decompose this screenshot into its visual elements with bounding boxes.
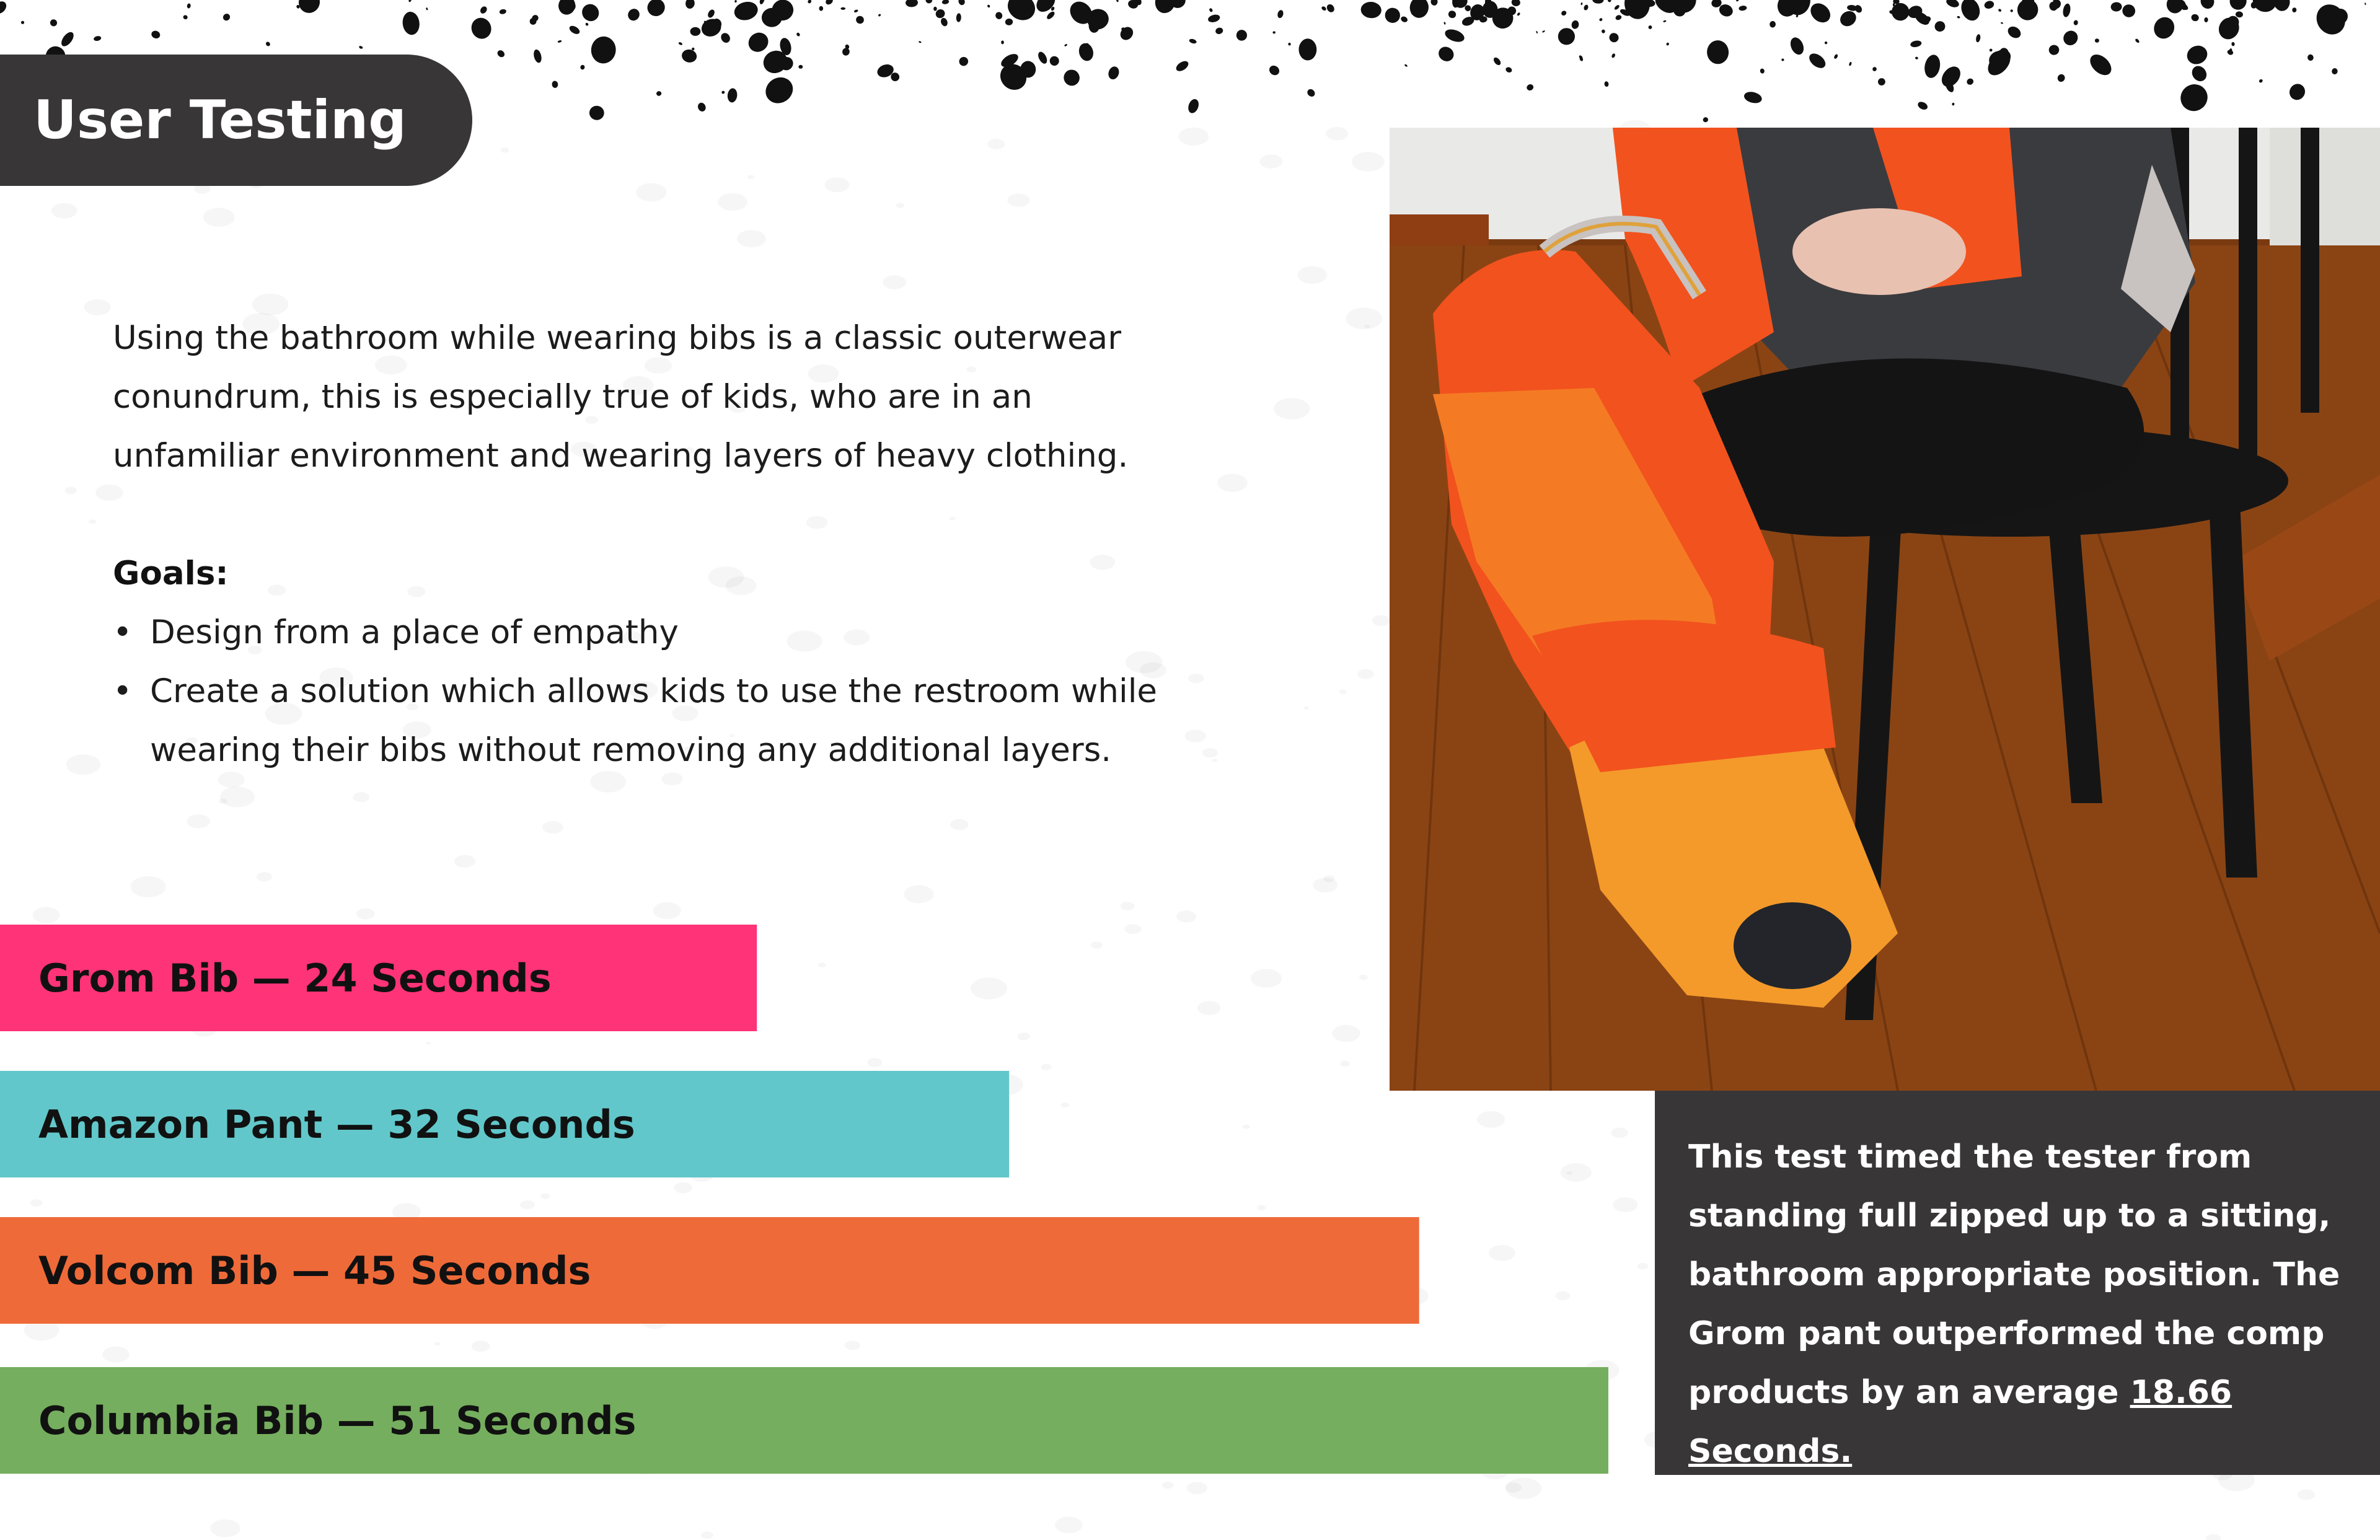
faint-speckle bbox=[737, 230, 766, 247]
speckle bbox=[1824, 41, 1828, 45]
faint-speckle bbox=[454, 855, 475, 868]
speckle bbox=[2331, 68, 2338, 75]
speckle bbox=[1770, 21, 1776, 28]
faint-speckle bbox=[1274, 398, 1310, 420]
faint-speckle bbox=[51, 203, 77, 219]
speckle bbox=[532, 49, 543, 64]
speckle bbox=[1998, 8, 2002, 12]
speckle bbox=[1607, 0, 1611, 2]
faint-speckle bbox=[65, 487, 77, 495]
speckle bbox=[1288, 42, 1291, 45]
faint-speckle bbox=[1372, 615, 1390, 627]
speckle bbox=[2135, 38, 2140, 43]
speckle bbox=[585, 22, 589, 27]
speckle bbox=[2001, 22, 2004, 24]
faint-speckle bbox=[84, 299, 111, 315]
speckle bbox=[2215, 14, 2243, 43]
speckle bbox=[1561, 10, 1567, 17]
faint-speckle bbox=[1357, 669, 1374, 679]
speckle bbox=[842, 47, 851, 56]
speckle bbox=[2190, 13, 2200, 22]
speckle bbox=[1517, 12, 1521, 16]
speckle bbox=[1558, 28, 1575, 45]
speckle bbox=[2056, 73, 2066, 83]
speckle bbox=[1945, 0, 1960, 9]
speckle bbox=[1005, 18, 1013, 25]
speckle bbox=[1923, 53, 1942, 79]
speckle bbox=[1049, 55, 1060, 66]
speckle bbox=[1611, 53, 1616, 58]
faint-speckle bbox=[1121, 902, 1135, 910]
speckle bbox=[1910, 40, 1922, 48]
speckle bbox=[1236, 29, 1248, 41]
speckle bbox=[1189, 38, 1197, 44]
speckle bbox=[1613, 4, 1620, 11]
speckle bbox=[1409, 0, 1429, 19]
speckle bbox=[940, 17, 948, 27]
speckle bbox=[2048, 44, 2060, 56]
speckle bbox=[2110, 2, 2122, 12]
speckle bbox=[49, 18, 58, 27]
speckle bbox=[1966, 77, 1975, 86]
faint-speckle bbox=[825, 177, 850, 192]
faint-speckle bbox=[1323, 876, 1334, 882]
speckle bbox=[707, 9, 716, 19]
intro-paragraph: Using the bathroom while wearing bibs is a classic outerwear conundrum, this is especially true of kids, who are in an unfamiliar environment and wearing layers of heavy clothing. bbox=[113, 319, 1129, 475]
faint-speckle bbox=[987, 139, 1005, 149]
speckle bbox=[1975, 34, 1981, 43]
speckle bbox=[1807, 51, 1828, 71]
speckle bbox=[402, 11, 421, 35]
speckle bbox=[721, 90, 725, 94]
speckle bbox=[699, 16, 724, 40]
faint-speckle bbox=[1637, 1263, 1648, 1269]
speckle bbox=[222, 12, 232, 22]
speckle bbox=[2259, 79, 2263, 84]
speckle bbox=[1430, 0, 1438, 6]
speckle bbox=[2166, 0, 2185, 14]
speckle bbox=[1116, 0, 1119, 2]
speckle bbox=[2006, 24, 2023, 40]
speckle bbox=[2073, 20, 2078, 25]
speckle bbox=[759, 0, 765, 5]
faint-speckle bbox=[726, 576, 757, 595]
speckle bbox=[294, 0, 324, 17]
summary-note bbox=[1655, 1091, 2380, 1475]
speckle bbox=[1877, 77, 1887, 87]
speckle bbox=[626, 7, 642, 23]
speckle bbox=[2231, 42, 2235, 46]
speckle bbox=[1272, 31, 1276, 34]
faint-speckle bbox=[1090, 555, 1115, 570]
faint-speckle bbox=[1297, 266, 1327, 284]
faint-speckle bbox=[636, 183, 666, 201]
speckle bbox=[958, 0, 966, 6]
speckle bbox=[1592, 0, 1604, 4]
speckle bbox=[2307, 54, 2314, 61]
speckle bbox=[1400, 15, 1409, 24]
speckle bbox=[744, 29, 772, 56]
speckle bbox=[1837, 8, 1859, 29]
faint-speckle bbox=[500, 147, 509, 152]
speckle bbox=[1601, 29, 1605, 34]
goal-item bbox=[113, 662, 1204, 780]
speckle bbox=[589, 105, 605, 121]
speckle bbox=[2175, 79, 2213, 117]
speckle bbox=[719, 32, 731, 45]
faint-speckle bbox=[1303, 706, 1308, 710]
faint-speckle bbox=[1212, 759, 1217, 762]
faint-speckle bbox=[1217, 474, 1248, 492]
speckle bbox=[1872, 66, 1877, 72]
speckle bbox=[93, 35, 102, 42]
speckle bbox=[1583, 4, 1589, 11]
speckle bbox=[1267, 64, 1281, 77]
speckle bbox=[1739, 5, 1747, 11]
faint-speckle bbox=[896, 203, 905, 208]
speckle bbox=[1833, 53, 1838, 59]
speckle bbox=[933, 7, 937, 11]
faint-speckle bbox=[1007, 193, 1029, 207]
speckle bbox=[2011, 9, 2013, 12]
faint-speckle bbox=[257, 872, 272, 881]
speckle bbox=[1064, 43, 1068, 46]
speckle bbox=[1299, 38, 1317, 60]
speckle bbox=[1360, 1, 1382, 19]
title-tab bbox=[0, 55, 472, 186]
speckle bbox=[1447, 9, 1458, 19]
speckle bbox=[1598, 17, 1603, 22]
speckle bbox=[2292, 7, 2297, 13]
speckle bbox=[987, 4, 990, 8]
speckle bbox=[678, 42, 683, 46]
speckle bbox=[499, 9, 506, 15]
speckle bbox=[1175, 59, 1190, 73]
faint-speckle bbox=[1339, 690, 1347, 694]
speckle bbox=[807, 0, 812, 4]
speckle bbox=[2061, 28, 2081, 48]
bar-label: Amazon Pant — 32 Seconds bbox=[38, 1102, 635, 1147]
speckle bbox=[2086, 51, 2115, 79]
speckle bbox=[994, 11, 1003, 20]
speckle bbox=[2151, 14, 2178, 42]
goal-item-text: Design from a place of empathy bbox=[150, 614, 679, 651]
speckle bbox=[1916, 100, 1929, 112]
speckle bbox=[1382, 5, 1403, 26]
speckle bbox=[1207, 14, 1221, 24]
speckle bbox=[1542, 30, 1545, 33]
speckle bbox=[1404, 64, 1408, 67]
speckle bbox=[1849, 61, 1853, 66]
faint-speckle bbox=[904, 885, 933, 903]
speckle bbox=[1807, 0, 1834, 27]
speckle bbox=[1325, 3, 1336, 14]
faint-speckle bbox=[407, 586, 425, 597]
goals-list bbox=[113, 603, 1204, 780]
speckle bbox=[1735, 0, 1739, 2]
speckle bbox=[557, 0, 577, 16]
faint-speckle bbox=[883, 275, 906, 289]
speckle bbox=[1663, 20, 1667, 22]
speckle bbox=[690, 27, 700, 36]
speckle bbox=[644, 0, 668, 19]
speckle bbox=[1743, 90, 1763, 105]
speckle bbox=[1526, 83, 1535, 91]
faint-speckle bbox=[718, 193, 747, 211]
faint-speckle bbox=[2206, 1534, 2221, 1540]
speckle bbox=[1604, 81, 1609, 87]
faint-speckle bbox=[950, 819, 969, 830]
speckle bbox=[1061, 67, 1082, 88]
speckle bbox=[1321, 6, 1327, 11]
speckle bbox=[941, 0, 949, 5]
speckle bbox=[1933, 19, 1947, 34]
speckle bbox=[697, 102, 707, 113]
speckle bbox=[2286, 81, 2308, 103]
bar-label: Volcom Bib — 45 Seconds bbox=[38, 1248, 591, 1293]
faint-speckle bbox=[210, 1520, 240, 1538]
speckle bbox=[2235, 11, 2243, 18]
faint-speckle bbox=[268, 584, 286, 596]
speckle bbox=[798, 65, 803, 69]
speckle bbox=[1571, 20, 1579, 30]
speckle bbox=[796, 32, 801, 37]
speckle bbox=[2120, 2, 2138, 20]
faint-speckle bbox=[1346, 307, 1382, 329]
speckle bbox=[1958, 0, 1983, 24]
speckle bbox=[1536, 31, 1538, 34]
speckle bbox=[1607, 31, 1620, 44]
speckle bbox=[656, 90, 662, 96]
speckle bbox=[1107, 65, 1121, 81]
speckle bbox=[1036, 50, 1049, 65]
speckle bbox=[1511, 0, 1521, 7]
summary-text: This test timed the tester from standing full zipped up to a sitting, bathroom appropriate position. The Grom pant outperformed the comp products by an average bbox=[1688, 1138, 2340, 1411]
speckle bbox=[2226, 49, 2234, 56]
speckle bbox=[2365, 2, 2366, 5]
speckle bbox=[919, 41, 922, 43]
faint-speckle bbox=[89, 519, 96, 524]
speckle bbox=[1306, 87, 1316, 98]
speckle bbox=[59, 30, 76, 48]
speckle bbox=[426, 7, 428, 11]
speckle bbox=[496, 49, 506, 59]
faint-speckle bbox=[1202, 748, 1219, 757]
speckle bbox=[580, 64, 585, 70]
speckle bbox=[1615, 14, 1622, 21]
speckle bbox=[1666, 42, 1670, 46]
speckle bbox=[182, 14, 188, 20]
speckle bbox=[1647, 25, 1652, 30]
faint-speckle bbox=[353, 792, 369, 802]
speckle bbox=[855, 14, 865, 25]
speckle bbox=[2062, 3, 2071, 18]
speckle bbox=[150, 30, 161, 40]
faint-speckle bbox=[701, 1531, 713, 1539]
faint-speckle bbox=[1259, 154, 1283, 169]
faint-speckle bbox=[203, 208, 235, 227]
speckle bbox=[2204, 17, 2208, 22]
faint-speckle bbox=[219, 798, 227, 804]
bar-label: Columbia Bib — 51 Seconds bbox=[38, 1398, 637, 1443]
faint-speckle bbox=[95, 485, 123, 501]
goal-item bbox=[113, 603, 1204, 662]
speckle bbox=[1957, 15, 1960, 19]
speckle bbox=[1952, 102, 1955, 105]
page-title: User Testing bbox=[33, 89, 407, 151]
speckle bbox=[1033, 0, 1059, 15]
speckle bbox=[824, 0, 834, 6]
goals-heading: Goals: bbox=[113, 555, 229, 592]
faint-speckle bbox=[1352, 152, 1385, 172]
speckle bbox=[1492, 56, 1502, 67]
bar-label: Grom Bib — 24 Seconds bbox=[38, 956, 552, 1001]
speckle bbox=[2184, 43, 2210, 68]
speckle bbox=[840, 7, 845, 10]
speckle bbox=[819, 6, 823, 11]
speckle bbox=[734, 0, 737, 2]
faint-speckle bbox=[220, 786, 255, 807]
speckle bbox=[2189, 63, 2210, 84]
speckle bbox=[568, 24, 581, 35]
speckle bbox=[1443, 27, 1466, 45]
summary-emphasis: 18.66 Seconds. bbox=[1688, 1374, 2232, 1470]
speckle bbox=[1436, 44, 1457, 64]
speckle bbox=[732, 0, 760, 23]
faint-speckle bbox=[2298, 1489, 2315, 1500]
speckle bbox=[1209, 7, 1213, 12]
speckle bbox=[1186, 98, 1201, 115]
bullet-icon: • bbox=[113, 672, 133, 710]
speckle bbox=[265, 41, 271, 47]
speckle bbox=[1915, 56, 1919, 59]
speckle bbox=[20, 20, 25, 25]
speckle bbox=[878, 14, 881, 17]
speckle bbox=[1983, 0, 1995, 10]
speckle bbox=[2095, 38, 2099, 43]
speckle bbox=[1443, 22, 1446, 25]
speckle bbox=[1505, 66, 1513, 74]
speckle bbox=[2014, 0, 2040, 23]
speckle bbox=[1706, 40, 1729, 64]
speckle bbox=[590, 35, 617, 65]
speckle bbox=[727, 88, 738, 103]
times-bar-chart bbox=[0, 911, 1624, 1494]
speckle bbox=[187, 3, 191, 9]
speckle bbox=[681, 48, 698, 64]
speckle bbox=[1580, 2, 1582, 6]
speckle bbox=[2311, 0, 2351, 40]
speckle bbox=[685, 0, 695, 9]
speckle bbox=[1702, 117, 1709, 123]
faint-speckle bbox=[187, 814, 210, 829]
speckle bbox=[1215, 27, 1224, 35]
speckle bbox=[1277, 9, 1284, 19]
speckle bbox=[956, 13, 961, 22]
bullet-icon: • bbox=[113, 614, 133, 651]
speckle bbox=[359, 45, 364, 49]
faint-speckle bbox=[131, 876, 166, 897]
speckle bbox=[469, 15, 495, 42]
faint-speckle bbox=[1055, 1516, 1083, 1533]
goal-item-text: Create a solution which allows kids to use the restroom while wearing their bibs without removing any additional layers. bbox=[150, 672, 1158, 769]
faint-speckle bbox=[950, 517, 956, 521]
speckle bbox=[408, 0, 412, 2]
speckle bbox=[579, 1, 602, 24]
speckle bbox=[958, 55, 970, 68]
faint-speckle bbox=[66, 754, 100, 775]
speckle bbox=[1788, 35, 1806, 56]
speckle bbox=[1046, 11, 1056, 20]
speckle bbox=[1781, 58, 1784, 61]
speckle bbox=[925, 0, 933, 4]
faint-speckle bbox=[1326, 127, 1348, 141]
speckle bbox=[0, 0, 9, 16]
speckle bbox=[906, 0, 919, 7]
speckle bbox=[479, 5, 488, 15]
speckle bbox=[1001, 40, 1004, 44]
speckle bbox=[760, 73, 798, 108]
speckle bbox=[552, 81, 558, 89]
faint-speckle bbox=[747, 175, 754, 179]
speckle bbox=[1117, 24, 1135, 42]
speckle bbox=[1989, 48, 1993, 52]
faint-speckle bbox=[1179, 128, 1209, 146]
faint-speckle bbox=[806, 516, 828, 529]
faint-speckle bbox=[542, 821, 563, 834]
speckle bbox=[557, 40, 562, 43]
speckle bbox=[853, 9, 858, 13]
speckle bbox=[1760, 68, 1765, 74]
